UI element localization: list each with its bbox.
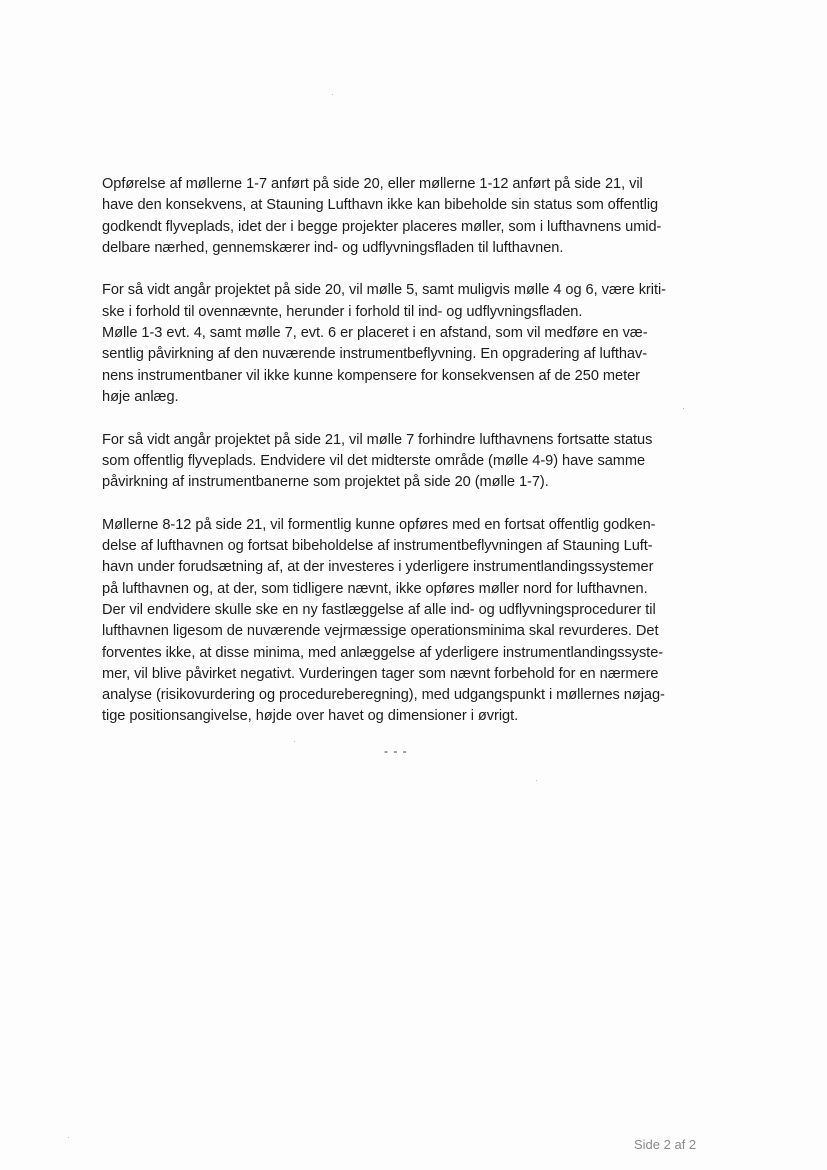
body-text (102, 174, 714, 728)
text-line: havn under forudsætning af, at der investeres i yderligere instrumentlandingssystemer (102, 559, 654, 576)
scan-speck (294, 741, 295, 742)
text-line: delse af lufthavnen og fortsat bibeholdelse af instrumentbeflyvningen af Stauning Luft- (102, 538, 653, 555)
text-line: Der vil endvidere skulle ske en ny fastlæggelse af alle ind- og udflyvningsprocedurer til (102, 601, 656, 618)
paragraph-4 (102, 515, 714, 728)
text-line: Møllerne 8-12 på side 21, vil formentlig kunne opføres med en fortsat offentlig godken- (102, 516, 656, 533)
text-line: høje anlæg. (102, 388, 179, 405)
paragraph-2 (102, 280, 714, 408)
text-line: mer, vil blive påvirket negativt. Vurderingen tager som nævnt forbehold for en nærmere (102, 665, 659, 682)
paragraph-3 (102, 430, 714, 494)
paragraph-gap (102, 493, 714, 514)
scan-speck (332, 94, 333, 95)
text-line: nens instrumentbaner vil ikke kunne kompensere for konsekvensen af de 250 meter (102, 367, 640, 384)
text-line: forventes ikke, at disse minima, med anlæggelse af yderligere instrumentlandingssyste- (102, 644, 664, 661)
text-line: som offentlig flyveplads. Endvidere vil det midterste område (mølle 4-9) have samme (102, 452, 646, 469)
text-line: tige positionsangivelse, højde over havet og dimensioner i øvrigt. (102, 708, 519, 725)
text-line: delbare nærhed, gennemskærer ind- og udflyvningsfladen til lufthavnen. (102, 239, 564, 256)
text-line: på lufthavnen og, at der, som tidligere nævnt, ikke opføres møller nord for lufthavnen. (102, 580, 648, 597)
text-line: Opførelse af møllerne 1-7 anført på side 20, eller møllerne 1-12 anført på side 21, vil (102, 176, 643, 192)
paragraph-gap (102, 408, 714, 429)
scan-speck (683, 408, 684, 409)
text-line: lufthavnen ligesom de nuværende vejrmæssige operationsminima skal revurderes. Det (102, 623, 659, 640)
paragraph-gap (102, 259, 714, 280)
paragraph-1 (102, 174, 714, 259)
text-line: ske i forhold til ovennævnte, herunder i forhold til ind- og udflyvningsfladen. (102, 303, 583, 320)
end-separator: - - - (384, 744, 408, 758)
text-line: Mølle 1-3 evt. 4, samt mølle 7, evt. 6 er placeret i en afstand, som vil medføre en væ- (102, 325, 648, 342)
text-line: sentlig påvirkning af den nuværende instrumentbeflyvning. En opgradering af lufthav- (102, 346, 648, 363)
scan-speck (536, 780, 537, 781)
text-line: For så vidt angår projektet på side 20, vil mølle 5, samt muligvis mølle 4 og 6, være kriti- (102, 282, 666, 299)
text-line: have den konsekvens, at Stauning Lufthavn ikke kan bibeholde sin status som offentlig (102, 197, 659, 214)
text-line: For så vidt angår projektet på side 21, vil mølle 7 forhindre lufthavnens fortsatte status (102, 431, 653, 448)
text-line: godkendt flyveplads, idet der i begge projekter placeres møller, som i lufthavnens umid- (102, 218, 662, 235)
page-number: Side 2 af 2 (634, 1137, 697, 1152)
scan-speck (68, 1137, 69, 1138)
text-line: analyse (risikovurdering og procedureberegning), med udgangspunkt i møllernes nøjag- (102, 687, 665, 704)
text-line: påvirkning af instrumentbanerne som projektet på side 20 (mølle 1-7). (102, 474, 549, 491)
